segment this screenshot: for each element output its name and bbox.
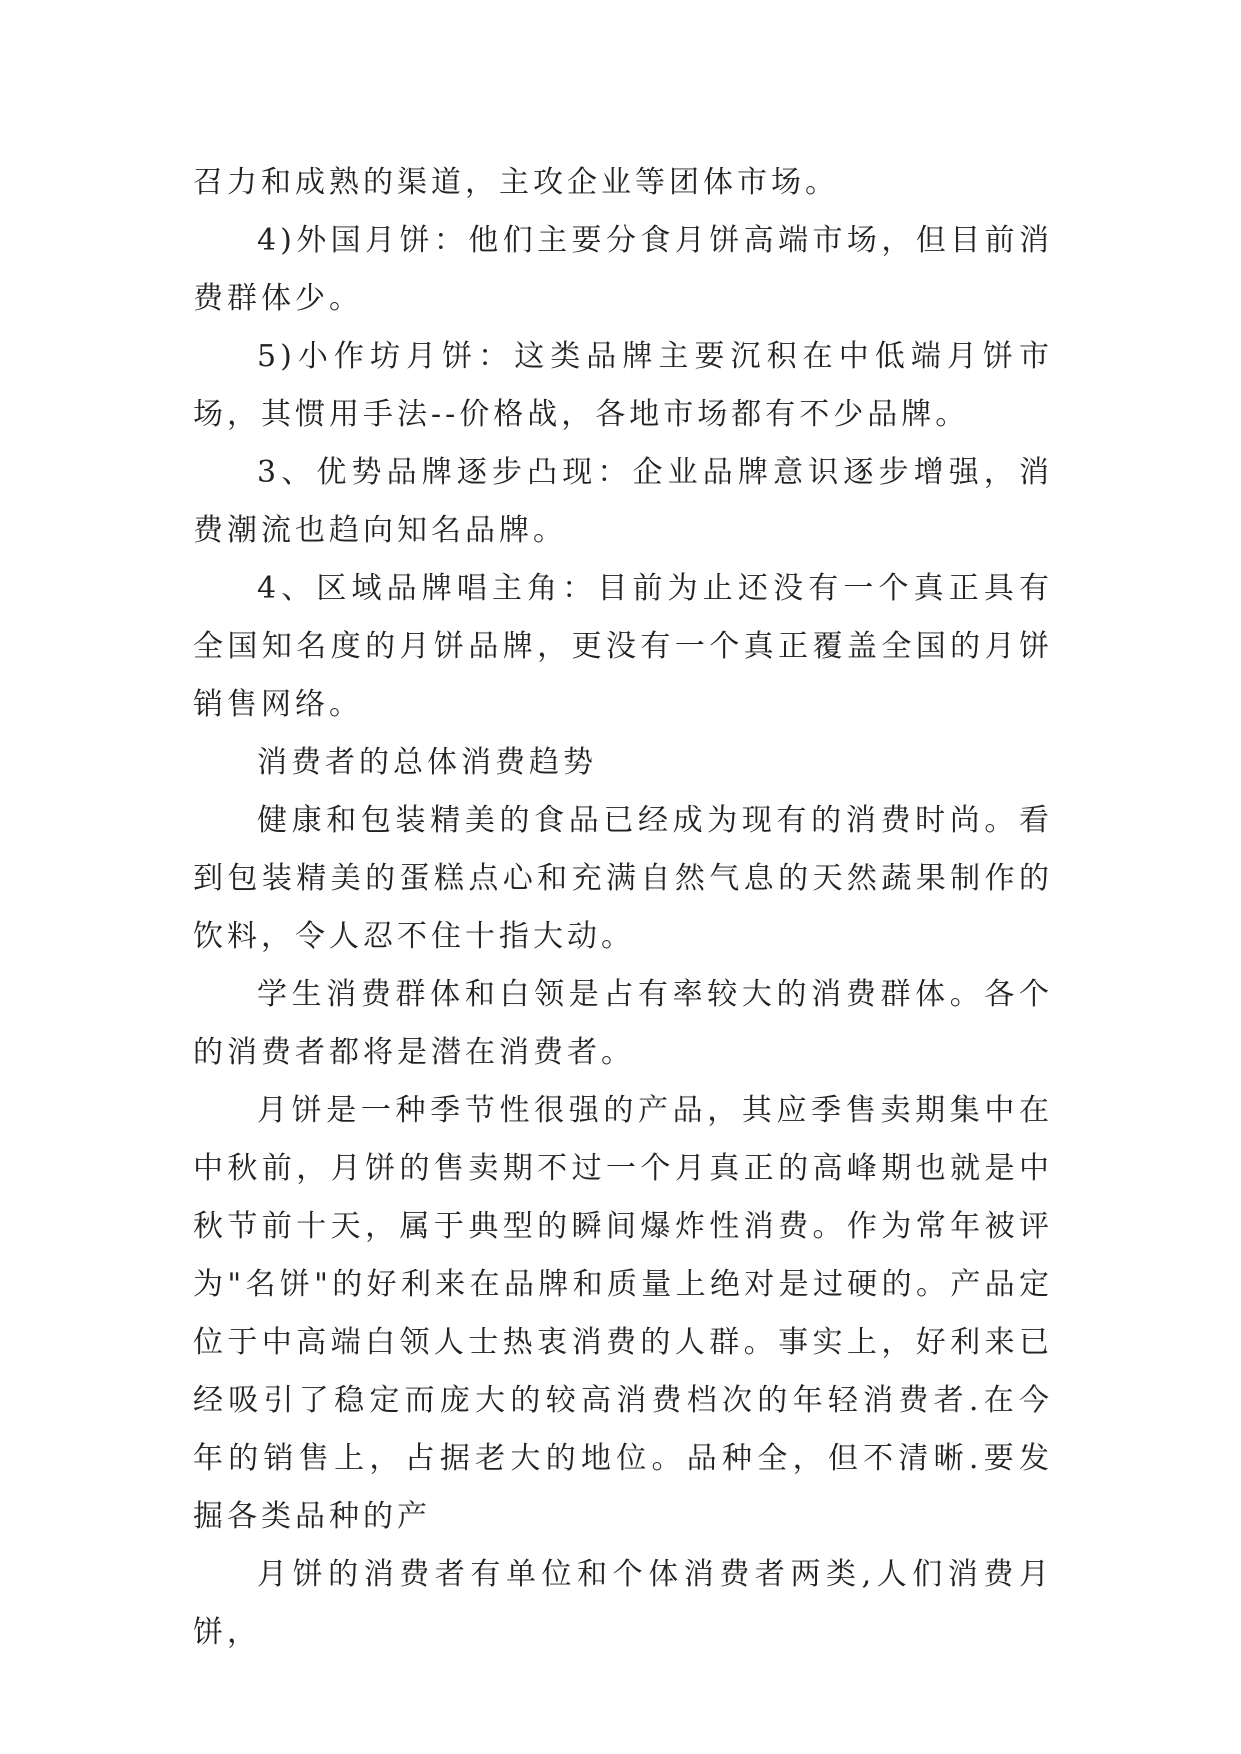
- paragraph-10: 月饼的消费者有单位和个体消费者两类,人们消费月饼，: [193, 1557, 1053, 1650]
- document-body: [193, 154, 1053, 1662]
- section-heading: 消费者的总体消费趋势: [257, 745, 597, 780]
- paragraph-4: 3、优势品牌逐步凸现：企业品牌意识逐步增强，消费潮流也趋向知名品牌。: [193, 455, 1053, 548]
- paragraph-7: 健康和包装精美的食品已经成为现有的消费时尚。看到包装精美的蛋糕点心和充满自然气息的天然蔬果制作的饮料，令人忍不住十指大动。: [193, 803, 1053, 954]
- paragraph-9: 月饼是一种季节性很强的产品，其应季售卖期集中在中秋前，月饼的售卖期不过一个月真正的高峰期也就是中秋节前十天，属于典型的瞬间爆炸性消费。作为常年被评为"名饼"的好利来在品牌和质量上绝对是过硬的。产品定位于中高端白领人士热衷消费的人群。事实上，好利来已经吸引了稳定而庞大的较高消费档次的年轻消费者.在今年的销售上，占据老大的地位。品种全，但不清晰.要发掘各类品种的产: [193, 1093, 1053, 1534]
- paragraph-5: 4、区域品牌唱主角：目前为止还没有一个真正具有全国知名度的月饼品牌，更没有一个真正覆盖全国的月饼销售网络。: [193, 571, 1053, 722]
- paragraph-2: 4)外国月饼：他们主要分食月饼高端市场，但目前消费群体少。: [193, 223, 1053, 316]
- paragraph-8: 学生消费群体和白领是占有率较大的消费群体。各个的消费者都将是潜在消费者。: [193, 977, 1053, 1070]
- paragraph-1: 召力和成熟的渠道，主攻企业等团体市场。: [193, 165, 839, 200]
- paragraph-3: 5)小作坊月饼：这类品牌主要沉积在中低端月饼市场，其惯用手法--价格战，各地市场都有不少品牌。: [193, 339, 1053, 432]
